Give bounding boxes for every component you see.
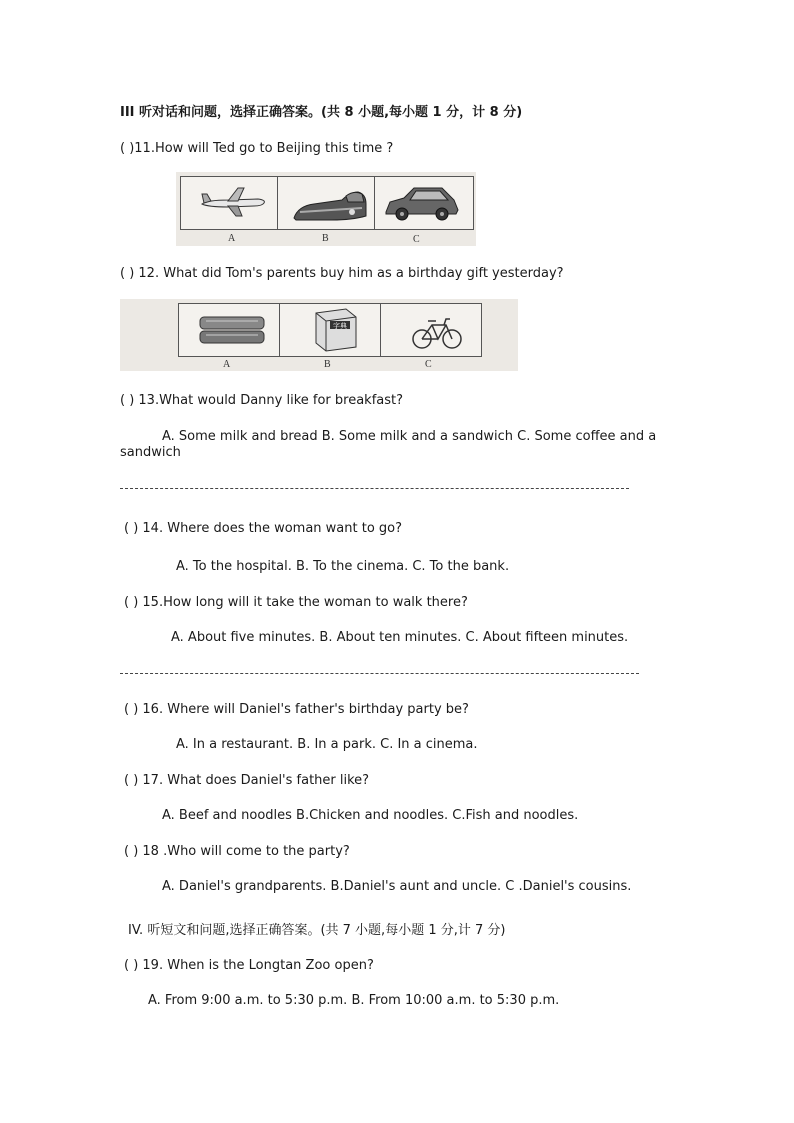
question-15-options: A. About five minutes. B. About ten minutes. C. About fifteen minutes. xyxy=(171,630,629,645)
dictionary-icon xyxy=(310,307,360,353)
train-icon xyxy=(292,182,368,222)
question-14-options: A. To the hospital. B. To the cinema. C. To the bank. xyxy=(176,559,510,574)
question-18: ( ) 18 .Who will come to the party? xyxy=(124,844,350,859)
books-icon xyxy=(196,313,270,349)
option-label-b: B xyxy=(322,233,329,244)
question-14: ( ) 14. Where does the woman want to go? xyxy=(124,521,403,536)
question-18-options: A. Daniel's grandparents. B.Daniel's aunt and uncle. C .Daniel's cousins. xyxy=(162,879,632,894)
question-17: ( ) 17. What does Daniel's father like? xyxy=(124,773,370,788)
section-4-heading: IV. 听短文和问题,选择正确答案。(共 7 小题,每小题 1 分,计 7 分) xyxy=(128,923,506,938)
question-13: ( ) 13.What would Danny like for breakfast? xyxy=(120,393,404,408)
car-icon xyxy=(382,184,460,222)
question-11-picture-options xyxy=(176,172,476,246)
question-16-options: A. In a restaurant. B. In a park. C. In a cinema. xyxy=(176,737,478,752)
question-13-options: A. Some milk and bread B. Some milk and a sandwich C. Some coffee and a xyxy=(162,429,657,444)
question-13-options-continued: sandwich xyxy=(120,445,181,460)
option-label-c: C xyxy=(413,234,420,245)
question-12-picture-options xyxy=(120,299,518,371)
airplane-icon xyxy=(198,184,268,218)
option-label-a: A xyxy=(228,233,236,244)
question-15: ( ) 15.How long will it take the woman to walk there? xyxy=(124,595,468,610)
section-3-heading: III 听对话和问题，选择正确答案。(共 8 小题,每小题 1 分，计 8 分) xyxy=(120,105,523,120)
dashed-divider xyxy=(120,673,639,674)
dashed-divider xyxy=(120,488,629,489)
question-11: ( )11.How will Ted go to Beijing this time ? xyxy=(120,141,394,156)
option-label-b: B xyxy=(324,359,331,370)
question-17-options: A. Beef and noodles B.Chicken and noodles. C.Fish and noodles. xyxy=(162,808,579,823)
question-19: ( ) 19. When is the Longtan Zoo open? xyxy=(124,958,374,973)
dictionary-title: 字典 xyxy=(333,322,347,330)
bicycle-icon xyxy=(410,315,464,351)
option-label-a: A xyxy=(223,359,231,370)
option-label-c: C xyxy=(425,359,432,370)
question-16: ( ) 16. Where will Daniel's father's birthday party be? xyxy=(124,702,469,717)
question-19-options: A. From 9:00 a.m. to 5:30 p.m. B. From 10:00 a.m. to 5:30 p.m. xyxy=(148,993,560,1008)
question-12: ( ) 12. What did Tom's parents buy him as a birthday gift yesterday? xyxy=(120,266,564,281)
